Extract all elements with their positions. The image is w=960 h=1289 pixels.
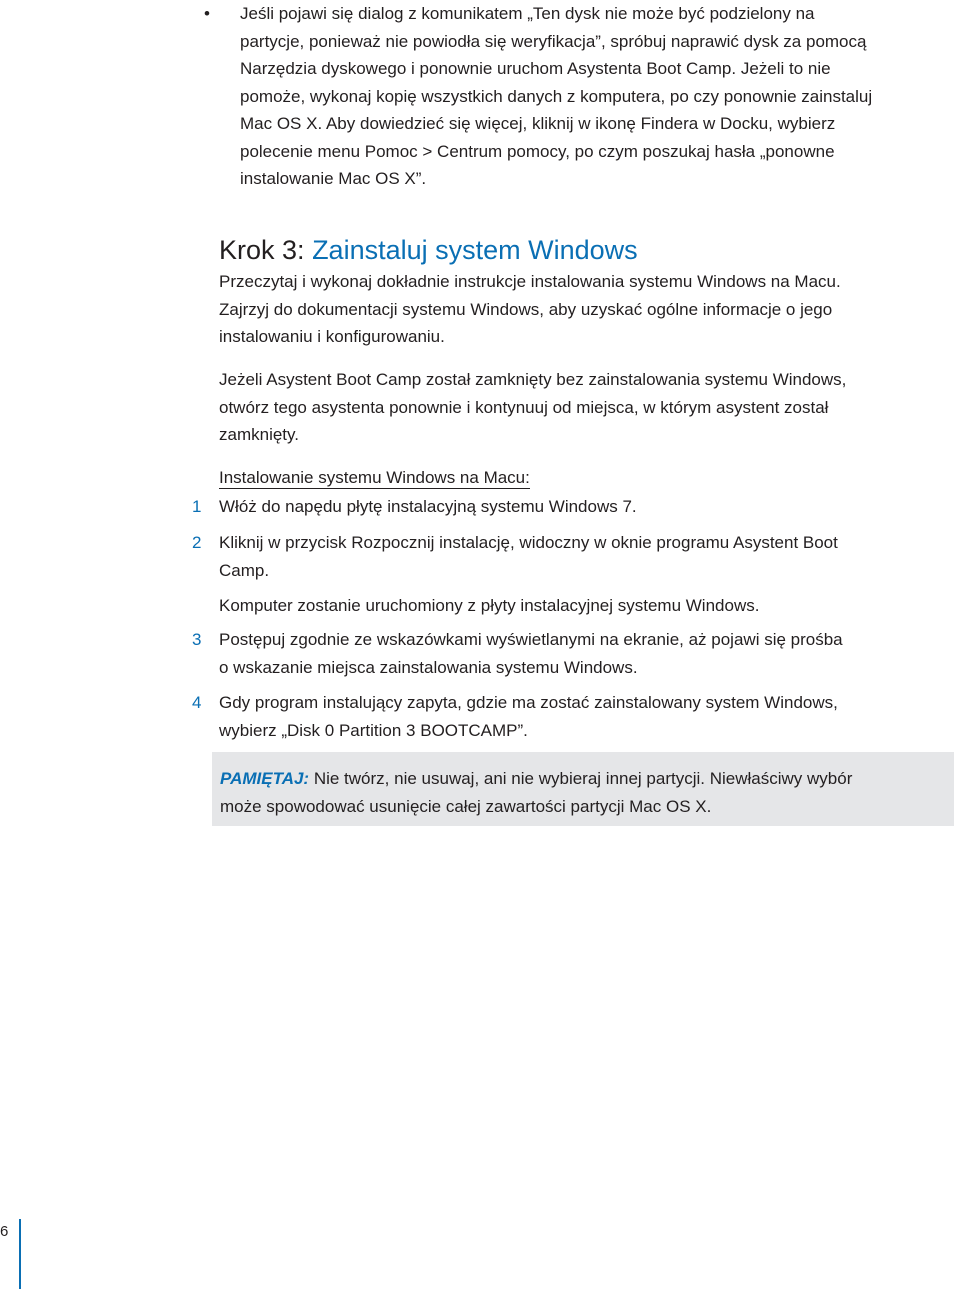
intro-paragraph: Przeczytaj i wykonaj dokładnie instrukcje instalowania systemu Windows na Macu. Zajrzyj do dokumentacji systemu Windows, aby uzyskać ogólne informacje o jego instalowaniu i konfigurowaniu. xyxy=(219,272,841,346)
step-number: 2 xyxy=(192,533,202,552)
restart-paragraph: Jeżeli Asystent Boot Camp został zamknięty bez zainstalowania systemu Windows, otwórz tego asystenta ponownie i kontynuuj od miejsca, w którym asystent został zamknięty. xyxy=(219,370,847,444)
step-label: Krok 3: xyxy=(219,235,305,265)
step-followup: Komputer zostanie uruchomiony z płyty instalacyjnej systemu Windows. xyxy=(219,596,760,615)
step-title: Zainstaluj system Windows xyxy=(312,235,638,265)
bullet-text: Jeśli pojawi się dialog z komunikatem „Ten dysk nie może być podzielony na partycje, ponieważ nie powiodła się weryfikacja”, spróbuj naprawić dysk za pomocą Narzędzia dyskowego i ponownie uruchom Asystenta Boot Camp. Jeżeli to nie pomoże, wykonaj kopię wszystkich danych z komputera, po czy ponownie zainstaluj Mac OS X. Aby dowiedzieć się więcej, kliknij w ikonę Findera w Docku, wybierz polecenie menu Pomoc > Centrum pomocy, po czym poszukaj hasła „ponowne instalowanie Mac OS X”. xyxy=(240,4,873,188)
step-text: Postępuj zgodnie ze wskazówkami wyświetlanymi na ekranie, aż pojawi się prośba o wskazanie miejsca zainstalowania systemu Windows. xyxy=(219,630,843,677)
procedure-heading-text: Instalowanie systemu Windows na Macu: xyxy=(219,468,530,487)
step-text: Kliknij w przycisk Rozpocznij instalację, widoczny w oknie programu Asystent Boot Camp. xyxy=(219,533,838,580)
section-heading xyxy=(219,232,638,268)
step-item-2 xyxy=(192,529,952,584)
step-number: 4 xyxy=(192,693,202,712)
bullet-item xyxy=(204,0,960,193)
procedure-heading xyxy=(219,464,530,492)
step-text: Włóż do napędu płytę instalacyjną systemu Windows 7. xyxy=(219,497,637,516)
step-number: 1 xyxy=(192,497,202,516)
step-item-3 xyxy=(192,626,952,681)
page-number: 6 xyxy=(0,1223,9,1240)
step-item-4 xyxy=(192,689,952,744)
bullet-icon: • xyxy=(204,4,210,23)
step-item-1 xyxy=(192,493,952,521)
step-text: Gdy program instalujący zapyta, gdzie ma zostać zainstalowany system Windows, wybierz „Disk 0 Partition 3 BOOTCAMP”. xyxy=(219,693,838,740)
page-rule xyxy=(19,1219,21,1289)
note-text: Nie twórz, nie usuwaj, ani nie wybieraj innej partycji. Niewłaściwy wybór może spowodować usunięcie całej zawartości partycji Mac OS X. xyxy=(220,769,853,816)
step-number: 3 xyxy=(192,630,202,649)
warning-note xyxy=(212,752,954,826)
note-label: PAMIĘTAJ: xyxy=(220,769,310,788)
